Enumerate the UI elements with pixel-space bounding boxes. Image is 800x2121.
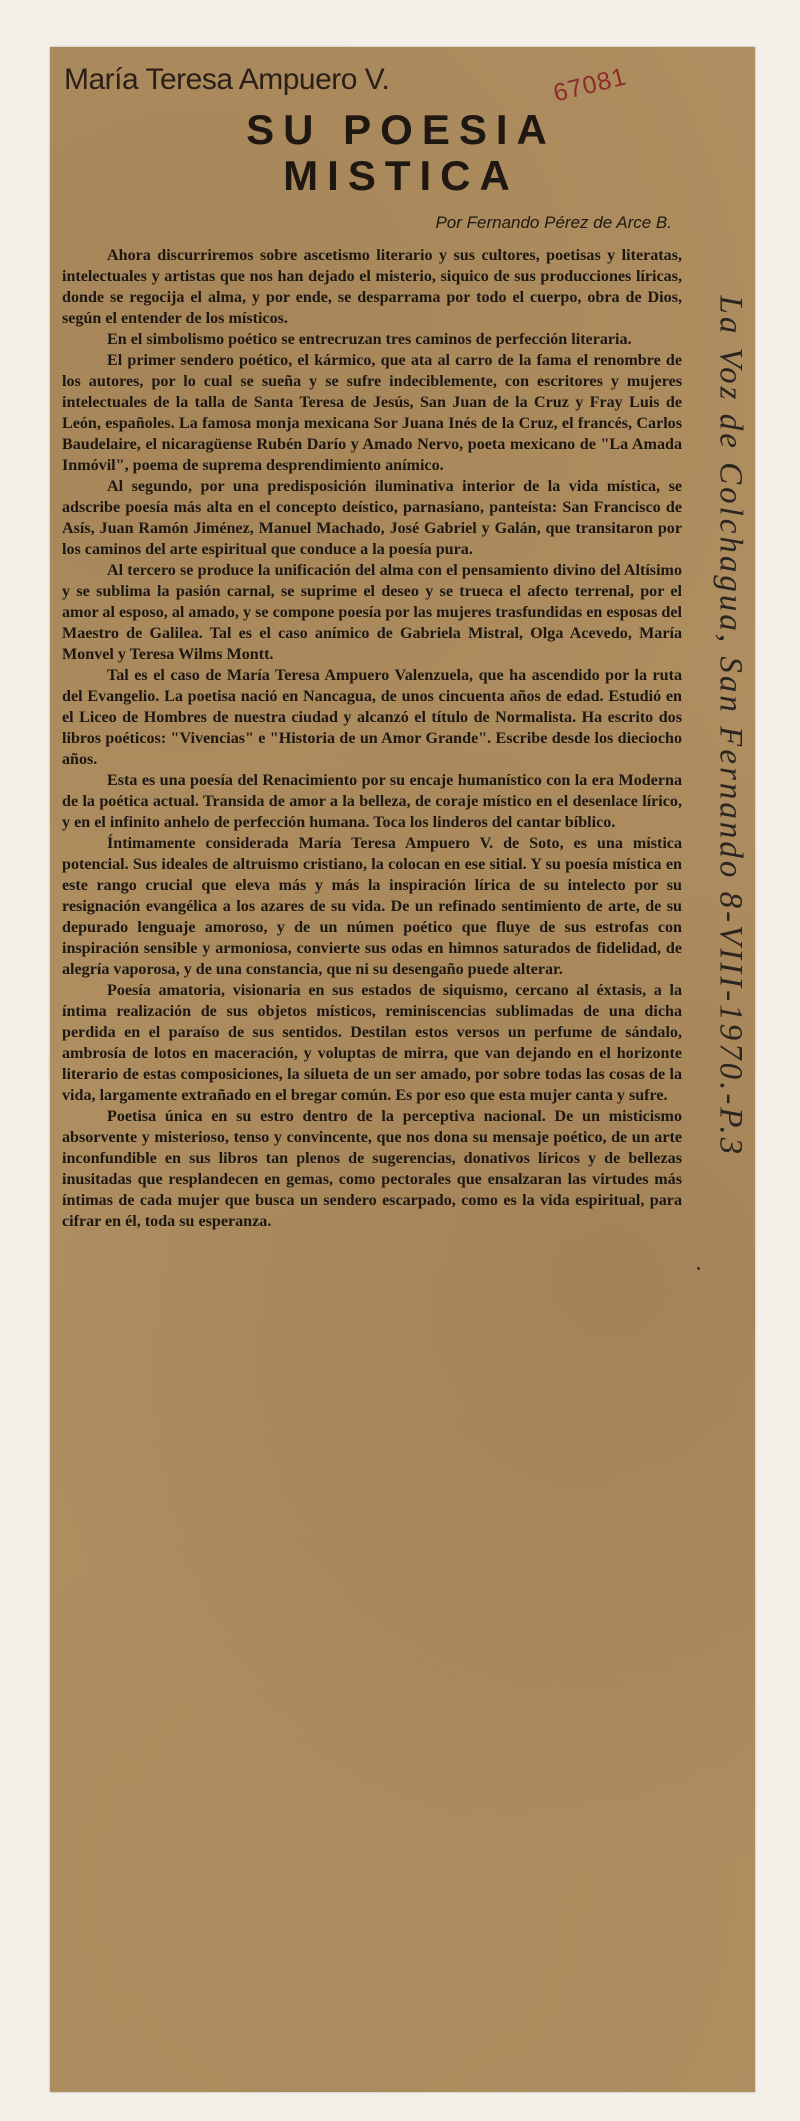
paragraph-7: Esta es una poesía del Renacimiento por su encaje humanístico con la era Moderna de la poética actual. Transida de amor a la belleza, de coraje místico en el desenlace lírico, y en el infinito anhelo de perfección humana. Toca los linderos del cantar bíblico.	[62, 772, 682, 831]
newspaper-clipping	[50, 47, 755, 2092]
article-title: SU POESIA MISTICA	[246, 106, 556, 199]
article-body	[62, 245, 682, 1232]
paragraph-9: Poesía amatoria, visionaria en sus estados de siquismo, cercano al éxtasis, a la íntima realización de sus objetos místicos, reminiscencias sublimadas de una dicha perdida en el paraíso de sus sentidos. Destilan estos versos un perfume de sándalo, ambrosía de lotos en maceración, y voluptas de mirra, que van dejando en el horizonte literario de estas composiciones, la silueta de un ser amado, por sobre todas las cosas de la vida, largamente extrañado en el bregar común. Es por eso que esta mujer canta y sufre.	[62, 982, 682, 1104]
paragraph-3: El primer sendero poético, el kármico, que ata al carro de la fama el renombre de los autores, por lo cual se sueña y se sufre indeciblemente, con escritores y mujeres intelectuales de la talla de Santa Teresa de Jesús, San Juan de la Cruz y Fray Luis de León, españoles. La famosa monja mexicana Sor Juana Inés de la Cruz, el francés, Carlos Baudelaire, el nicaragüense Rubén Darío y Amado Nervo, poeta mexicano de "La Amada Inmóvil", poema de suprema desprendimiento anímico.	[62, 352, 682, 474]
paragraph-10: Poetisa única en su estro dentro de la perceptiva nacional. De un misticismo absorvente y misterioso, tenso y convincente, que nos dona su mensaje poético, de un arte inconfundible en sus libros tan plenos de sugerencias, donativos líricos y de bellezas inusitadas que resplandecen en gemas, como pectorales que ensalzaran las virtudes más íntimas de cada mujer que busca un sendero escarpado, como es la vida espiritual, para cifrar en él, toda su esperanza.	[62, 1108, 682, 1230]
ink-dot	[697, 1267, 700, 1270]
paragraph-2: En el simbolismo poético se entrecruzan tres caminos de perfección literaria.	[107, 331, 632, 348]
paragraph-6: Tal es el caso de María Teresa Ampuero Valenzuela, que ha ascendido por la ruta del Evangelio. La poetisa nació en Nancagua, de unos cincuenta años de edad. Estudió en el Liceo de Hombres de nuestra ciudad y alcanzó el título de Normalista. Ha escrito dos libros poéticos: "Vivencias" e "Historia de un Amor Grande". Escribe desde los dieciocho años.	[62, 667, 682, 768]
article-byline: Por Fernando Pérez de Arce B.	[435, 213, 672, 232]
article-column	[62, 55, 682, 1232]
handwritten-header: María Teresa Ampuero V.	[64, 63, 390, 96]
paragraph-1: Ahora discurriremos sobre ascetismo literario y sus cultores, poetisas y literatas, intelectuales y artistas que nos han dejado el misterio, siquico de sus producciones líricas, donde se regocija el alma, y por ende, se desparrama por todo el cuerpo, obra de Dios, según el entender de los místicos.	[62, 247, 682, 327]
paragraph-8: Íntimamente considerada María Teresa Ampuero V. de Soto, es una mística potencial. Sus ideales de altruismo cristiano, la colocan en ese sitial. Y su poesía mística en este rango crucial que eleva más y más la inspiración lírica de su intelecto por su resignación evangélica a los azares de su vida. De un refinado sentimiento de arte, de su depurado lenguaje amoroso, y de un númen poético que fluye de sus estrofas con inspiración sensible y armoniosa, convierte sus odas en himnos saturados de fidelidad, de alegría vaporosa, y de una constancia, que ni su desengaño puede alterar.	[62, 835, 682, 978]
paragraph-4: Al segundo, por una predisposición iluminativa interior de la vida mística, se adscribe poesía más alta en el concepto deístico, parnasiano, panteísta: San Francisco de Asís, Juan Ramón Jiménez, Manuel Machado, José Gabriel y Galán, que transitaron por los caminos del arte espiritual que conduce a la poesía pura.	[62, 478, 682, 558]
margin-note-text: La Voz de Colchagua, San Fernando 8-VIII-1970.-P.3	[712, 295, 749, 1158]
handwritten-margin-note	[710, 295, 758, 1158]
archive-stamp: 67081	[550, 62, 630, 108]
paragraph-5: Al tercero se produce la unificación del alma con el pensamiento divino del Altísimo y se sublima la pasión carnal, se suprime el deseo y se trueca el afecto terrenal, por el amor al esposo, al amado, y se compone poesía por las mujeres trasfundidas en esposas del Maestro de Galilea. Tal es el caso anímico de Gabriela Mistral, Olga Acevedo, María Monvel y Teresa Wilms Montt.	[62, 562, 682, 663]
